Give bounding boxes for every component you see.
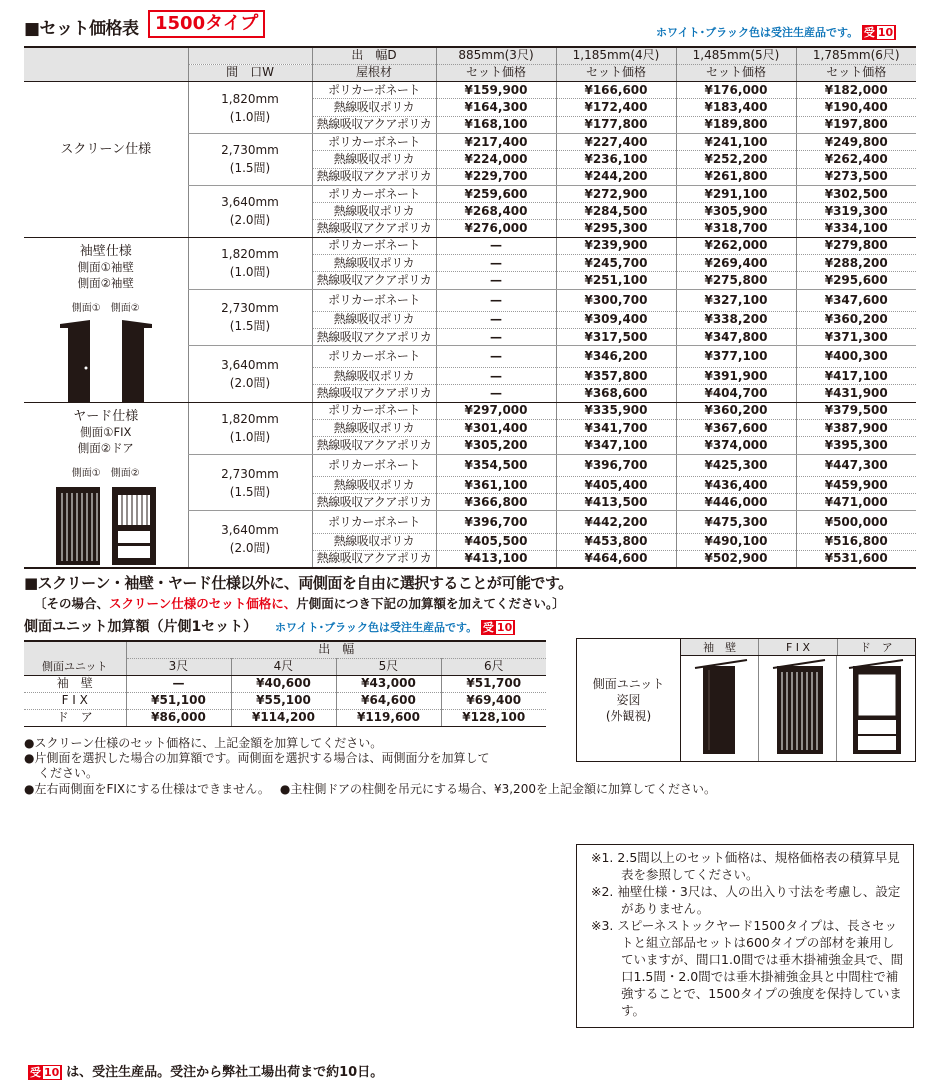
price-cell: — xyxy=(436,311,556,328)
price-cell: ¥241,100 xyxy=(676,133,796,150)
price-cell: ¥275,800 xyxy=(676,272,796,289)
price-cell: ¥297,000 xyxy=(436,402,556,419)
price-cell: ¥413,500 xyxy=(556,494,676,511)
price-cell: ¥417,100 xyxy=(796,368,916,385)
roof-cell: 熱線吸収アクアポリカ xyxy=(312,116,436,133)
price-cell: ¥471,000 xyxy=(796,494,916,511)
spec-name: ヤード仕様 xyxy=(73,408,139,424)
remark-3: ※3. スピーネストックヤード1500タイプは、長さセットと組立部品セットは600タイプの部材を兼用していますが、間口1.0間では垂木掛補強金具で、間口1.5間・2.0間では垂木掛補強金具と中間柱で補強することで、1500タイプの強度を保持しています。 xyxy=(591,918,904,1018)
note-3: ●左右両側面をFIXにする仕様はできません。 ●主柱側ドアの柱側を吊元にする場合、¥3,200を上記金額に加算してください。 xyxy=(24,782,716,796)
frontage-mm: 2,730mm xyxy=(221,143,279,158)
roof-cell: 熱線吸収アクアポリカ xyxy=(312,272,436,289)
unit-price: ¥51,100 xyxy=(126,692,231,709)
price-cell: ¥159,900 xyxy=(436,82,556,99)
frontage-ken: (1.0間) xyxy=(229,109,271,124)
side-label: 側面② xyxy=(110,302,140,314)
footer-note: 受 10 は、受注生産品。受注から弊社工場出荷まで約10日。 xyxy=(30,1065,384,1080)
frontage-cell xyxy=(188,454,312,511)
price-cell: ¥249,800 xyxy=(796,133,916,150)
set-price-header: セット価格 xyxy=(676,64,796,81)
blank-header xyxy=(24,47,188,82)
price-cell: ¥244,200 xyxy=(556,168,676,185)
price-cell: ¥262,000 xyxy=(676,237,796,254)
price-cell: — xyxy=(436,272,556,289)
roof-cell: ポリカーボネート xyxy=(312,237,436,254)
price-cell: ¥168,100 xyxy=(436,116,556,133)
price-cell: ¥261,800 xyxy=(676,168,796,185)
price-cell: ¥531,600 xyxy=(796,550,916,567)
price-cell: ¥387,900 xyxy=(796,420,916,437)
size-header: 1,185mm(4尺) xyxy=(556,47,676,64)
roof-cell: 熱線吸収アクアポリカ xyxy=(312,385,436,402)
unit-price: ¥114,200 xyxy=(231,709,336,726)
panel-illustrations xyxy=(681,656,915,761)
yard-illustration xyxy=(46,483,166,567)
price-cell: ¥357,800 xyxy=(556,368,676,385)
spec-name: スクリーン仕様 xyxy=(60,142,152,158)
order-badge: 受 10 xyxy=(862,25,896,40)
roof-cell: 熱線吸収アクアポリカ xyxy=(312,168,436,185)
price-cell: ¥301,400 xyxy=(436,420,556,437)
price-cell: ¥172,400 xyxy=(556,99,676,116)
price-cell: ¥276,000 xyxy=(436,220,556,237)
price-cell: ¥368,600 xyxy=(556,385,676,402)
remark-2: ※2. 袖壁仕様・3尺は、人の出入り寸法を考慮し、設定がありません。 xyxy=(591,884,901,916)
price-cell: ¥245,700 xyxy=(556,255,676,272)
side-col-header: 5尺 xyxy=(336,658,441,675)
price-cell: ¥436,400 xyxy=(676,476,796,493)
remarks-box xyxy=(576,844,914,1028)
section2-subtitle: 〔その場合、スクリーン仕様のセット価格に、片側面につき下記の加算額を加えてください。〕 xyxy=(34,596,565,611)
set-price-header: セット価格 xyxy=(436,64,556,81)
spec-group-2 xyxy=(24,402,188,568)
price-cell: ¥259,600 xyxy=(436,185,556,202)
price-cell: ¥425,300 xyxy=(676,454,796,476)
price-cell: — xyxy=(436,328,556,345)
price-cell: ¥475,300 xyxy=(676,511,796,533)
price-cell: ¥366,800 xyxy=(436,494,556,511)
price-cell: ¥490,100 xyxy=(676,533,796,550)
note-2-cont: ください。 xyxy=(38,766,99,780)
price-cell: ¥291,100 xyxy=(676,185,796,202)
price-cell: ¥396,700 xyxy=(556,454,676,476)
unit-name: 袖 壁 xyxy=(24,675,126,692)
spec-group-0 xyxy=(24,82,188,238)
spec-name: 袖壁仕様 xyxy=(79,243,132,259)
frontage-cell xyxy=(188,346,312,403)
section2-title: ■スクリーン・袖壁・ヤード仕様以外に、両側面を自由に選択することが可能です。 xyxy=(24,574,573,592)
side-unit-heading: 側面ユニット加算額（片側1セット） ホワイト･ブラック色は受注生産品です。 受 10 xyxy=(24,616,515,636)
frontage-ken: (2.0間) xyxy=(229,375,271,390)
price-cell: ¥453,800 xyxy=(556,533,676,550)
sodekabe-panel-icon xyxy=(695,660,747,754)
price-cell: ¥229,700 xyxy=(436,168,556,185)
price-cell: ¥309,400 xyxy=(556,311,676,328)
price-cell: ¥318,700 xyxy=(676,220,796,237)
price-cell: ¥405,400 xyxy=(556,476,676,493)
frontage-cell xyxy=(188,82,312,134)
price-cell: — xyxy=(436,368,556,385)
price-cell: ¥335,900 xyxy=(556,402,676,419)
unit-price: — xyxy=(126,675,231,692)
unit-name: F I X xyxy=(24,692,126,709)
price-cell: ¥272,900 xyxy=(556,185,676,202)
roof-cell: ポリカーボネート xyxy=(312,454,436,476)
frontage-cell xyxy=(188,289,312,346)
spec-sub: 側面②袖壁 xyxy=(77,275,134,290)
roof-cell: 熱線吸収ポリカ xyxy=(312,476,436,493)
frontage-mm: 1,820mm xyxy=(221,91,279,106)
price-cell: ¥217,400 xyxy=(436,133,556,150)
price-cell: ¥502,900 xyxy=(676,550,796,567)
unit-header: 側面ユニット xyxy=(41,659,108,673)
figure-col-door: ド ア xyxy=(859,641,893,654)
price-cell: ¥176,000 xyxy=(676,82,796,99)
note-2: ●片側面を選択した場合の加算額です。両側面を選択する場合は、両側面分を加算して xyxy=(24,751,490,765)
price-cell: ¥413,100 xyxy=(436,550,556,567)
side-unit-table xyxy=(24,640,546,727)
size-header: 1,485mm(5尺) xyxy=(676,47,796,64)
frontage-ken: (1.5間) xyxy=(229,319,271,334)
price-cell: ¥269,400 xyxy=(676,255,796,272)
price-cell: ¥404,700 xyxy=(676,385,796,402)
roof-cell: 熱線吸収ポリカ xyxy=(312,368,436,385)
price-cell: ¥377,100 xyxy=(676,346,796,368)
price-cell: ¥341,700 xyxy=(556,420,676,437)
roof-cell: ポリカーボネート xyxy=(312,511,436,533)
price-cell: ¥305,900 xyxy=(676,203,796,220)
price-cell: ¥446,000 xyxy=(676,494,796,511)
roof-cell: 熱線吸収ポリカ xyxy=(312,533,436,550)
figure-col-sodekabe: 袖 壁 xyxy=(681,639,759,655)
price-cell: ¥182,000 xyxy=(796,82,916,99)
side-width-header: 出 幅 xyxy=(126,641,546,658)
frontage-cell xyxy=(188,402,312,454)
frontage-mm: 1,820mm xyxy=(221,247,279,262)
side-blank-header xyxy=(24,641,126,675)
side-col-header: 6尺 xyxy=(441,658,546,675)
roof-cell: 熱線吸収ポリカ xyxy=(312,203,436,220)
note-1: ●スクリーン仕様のセット価格に、上記金額を加算してください。 xyxy=(24,736,383,750)
spec-sub: 側面①FIX xyxy=(80,424,132,439)
frontage-ken: (2.0間) xyxy=(229,213,271,228)
made-to-order-note: ホワイト･ブラック色は受注生産品です。 受 10 xyxy=(656,24,896,40)
frontage-cell xyxy=(188,133,312,185)
roof-cell: 熱線吸収ポリカ xyxy=(312,151,436,168)
frontage-cell xyxy=(188,511,312,568)
unit-price: ¥64,600 xyxy=(336,692,441,709)
roof-cell: ポリカーボネート xyxy=(312,402,436,419)
price-cell: ¥239,900 xyxy=(556,237,676,254)
roof-cell: ポリカーボネート xyxy=(312,289,436,311)
set-price-table xyxy=(24,46,916,569)
price-cell: ¥334,100 xyxy=(796,220,916,237)
frontage-mm: 3,640mm xyxy=(221,523,279,538)
remark-1: ※1. 2.5間以上のセット価格は、規格価格表の積算早見表を参照してください。 xyxy=(591,850,900,882)
price-cell: ¥360,200 xyxy=(676,402,796,419)
price-cell: ¥442,200 xyxy=(556,511,676,533)
price-cell: ¥516,800 xyxy=(796,533,916,550)
price-cell: ¥459,900 xyxy=(796,476,916,493)
price-cell: ¥400,300 xyxy=(796,346,916,368)
roof-cell: 熱線吸収ポリカ xyxy=(312,99,436,116)
price-cell: ¥396,700 xyxy=(436,511,556,533)
frontage-ken: (1.5間) xyxy=(229,161,271,176)
set-price-header: セット価格 xyxy=(796,64,916,81)
roof-cell: 熱線吸収アクアポリカ xyxy=(312,494,436,511)
blank-header-2 xyxy=(188,47,312,64)
spec-sub: 側面②ドア xyxy=(77,440,134,455)
price-cell: ¥295,300 xyxy=(556,220,676,237)
frontage-header: 間 口W xyxy=(188,64,312,81)
unit-price: ¥119,600 xyxy=(336,709,441,726)
roof-cell: ポリカーボネート xyxy=(312,185,436,202)
unit-price: ¥69,400 xyxy=(441,692,546,709)
price-cell: ¥361,100 xyxy=(436,476,556,493)
size-header: 885mm(3尺) xyxy=(436,47,556,64)
price-cell: ¥288,200 xyxy=(796,255,916,272)
price-cell: ¥224,000 xyxy=(436,151,556,168)
frontage-ken: (2.0間) xyxy=(229,541,271,556)
roof-header: 屋根材 xyxy=(312,64,436,81)
price-cell: ¥262,400 xyxy=(796,151,916,168)
price-cell: ¥197,800 xyxy=(796,116,916,133)
frontage-mm: 1,820mm xyxy=(221,412,279,427)
unit-name: ド ア xyxy=(24,709,126,726)
price-cell: ¥252,200 xyxy=(676,151,796,168)
roof-cell: ポリカーボネート xyxy=(312,82,436,99)
figure-col-fix: F I X xyxy=(759,639,837,655)
price-cell: ¥367,600 xyxy=(676,420,796,437)
frontage-ken: (1.0間) xyxy=(229,430,271,445)
price-cell: ¥391,900 xyxy=(676,368,796,385)
side-label: 側面① xyxy=(71,467,101,479)
price-cell: ¥190,400 xyxy=(796,99,916,116)
price-cell: ¥177,800 xyxy=(556,116,676,133)
price-cell: ¥279,800 xyxy=(796,237,916,254)
unit-price: ¥51,700 xyxy=(441,675,546,692)
roof-cell: ポリカーボネート xyxy=(312,346,436,368)
fix-panel-icon xyxy=(773,660,825,754)
price-cell: ¥164,300 xyxy=(436,99,556,116)
price-cell: ¥371,300 xyxy=(796,328,916,345)
price-cell: ¥227,400 xyxy=(556,133,676,150)
frontage-ken: (1.5間) xyxy=(229,484,271,499)
unit-price: ¥86,000 xyxy=(126,709,231,726)
frontage-ken: (1.0間) xyxy=(229,265,271,280)
price-cell: ¥166,600 xyxy=(556,82,676,99)
footer-badge: 受 10 xyxy=(28,1065,62,1080)
roof-cell: 熱線吸収ポリカ xyxy=(312,255,436,272)
size-header: 1,785mm(6尺) xyxy=(796,47,916,64)
figure-caption: 側面ユニット 姿図 (外観視) xyxy=(577,639,681,761)
price-cell: ¥374,000 xyxy=(676,437,796,454)
price-cell: ¥268,400 xyxy=(436,203,556,220)
price-cell: ¥354,500 xyxy=(436,454,556,476)
price-cell: ¥327,100 xyxy=(676,289,796,311)
roof-cell: 熱線吸収アクアポリカ xyxy=(312,550,436,567)
price-cell: ¥379,500 xyxy=(796,402,916,419)
price-cell: ¥464,600 xyxy=(556,550,676,567)
price-cell: ¥347,600 xyxy=(796,289,916,311)
price-cell: ¥395,300 xyxy=(796,437,916,454)
sodekabe-illustration xyxy=(46,318,166,402)
price-cell: ¥284,500 xyxy=(556,203,676,220)
side-col-header: 3尺 xyxy=(126,658,231,675)
price-cell: ¥431,900 xyxy=(796,385,916,402)
price-cell: — xyxy=(436,255,556,272)
frontage-mm: 3,640mm xyxy=(221,195,279,210)
roof-cell: 熱線吸収ポリカ xyxy=(312,420,436,437)
unit-price: ¥128,100 xyxy=(441,709,546,726)
side-label: 側面② xyxy=(110,467,140,479)
roof-cell: 熱線吸収アクアポリカ xyxy=(312,328,436,345)
width-header: 出 幅D xyxy=(312,47,436,64)
type-tag: 1500タイプ xyxy=(148,10,265,38)
price-cell: ¥500,000 xyxy=(796,511,916,533)
price-cell: ¥305,200 xyxy=(436,437,556,454)
set-price-header: セット価格 xyxy=(556,64,676,81)
price-cell: ¥347,800 xyxy=(676,328,796,345)
frontage-cell xyxy=(188,237,312,289)
price-cell: ¥447,300 xyxy=(796,454,916,476)
price-cell: ¥189,800 xyxy=(676,116,796,133)
price-cell: — xyxy=(436,237,556,254)
roof-cell: 熱線吸収アクアポリカ xyxy=(312,437,436,454)
price-cell: ¥317,500 xyxy=(556,328,676,345)
price-cell: ¥236,100 xyxy=(556,151,676,168)
spec-group-1 xyxy=(24,237,188,402)
side-label: 側面① xyxy=(71,302,101,314)
price-cell: ¥347,100 xyxy=(556,437,676,454)
frontage-mm: 2,730mm xyxy=(221,301,279,316)
price-cell: ¥338,200 xyxy=(676,311,796,328)
price-cell: — xyxy=(436,385,556,402)
roof-cell: 熱線吸収アクアポリカ xyxy=(312,220,436,237)
price-cell: ¥251,100 xyxy=(556,272,676,289)
frontage-mm: 3,640mm xyxy=(221,357,279,372)
price-cell: ¥295,600 xyxy=(796,272,916,289)
price-cell: — xyxy=(436,289,556,311)
frontage-cell xyxy=(188,185,312,237)
frontage-mm: 2,730mm xyxy=(221,466,279,481)
side-unit-figure xyxy=(576,638,916,762)
price-cell: ¥183,400 xyxy=(676,99,796,116)
price-cell: ¥302,500 xyxy=(796,185,916,202)
price-cell: ¥319,300 xyxy=(796,203,916,220)
unit-price: ¥43,000 xyxy=(336,675,441,692)
roof-cell: ポリカーボネート xyxy=(312,133,436,150)
spec-sub: 側面①袖壁 xyxy=(77,259,134,274)
side-col-header: 4尺 xyxy=(231,658,336,675)
price-cell: ¥346,200 xyxy=(556,346,676,368)
price-cell: — xyxy=(436,346,556,368)
unit-price: ¥55,100 xyxy=(231,692,336,709)
roof-cell: 熱線吸収ポリカ xyxy=(312,311,436,328)
price-cell: ¥300,700 xyxy=(556,289,676,311)
page-title: ■セット価格表 xyxy=(24,19,139,39)
price-cell: ¥360,200 xyxy=(796,311,916,328)
unit-price: ¥40,600 xyxy=(231,675,336,692)
price-cell: ¥273,500 xyxy=(796,168,916,185)
door-panel-icon xyxy=(849,660,903,754)
price-cell: ¥405,500 xyxy=(436,533,556,550)
